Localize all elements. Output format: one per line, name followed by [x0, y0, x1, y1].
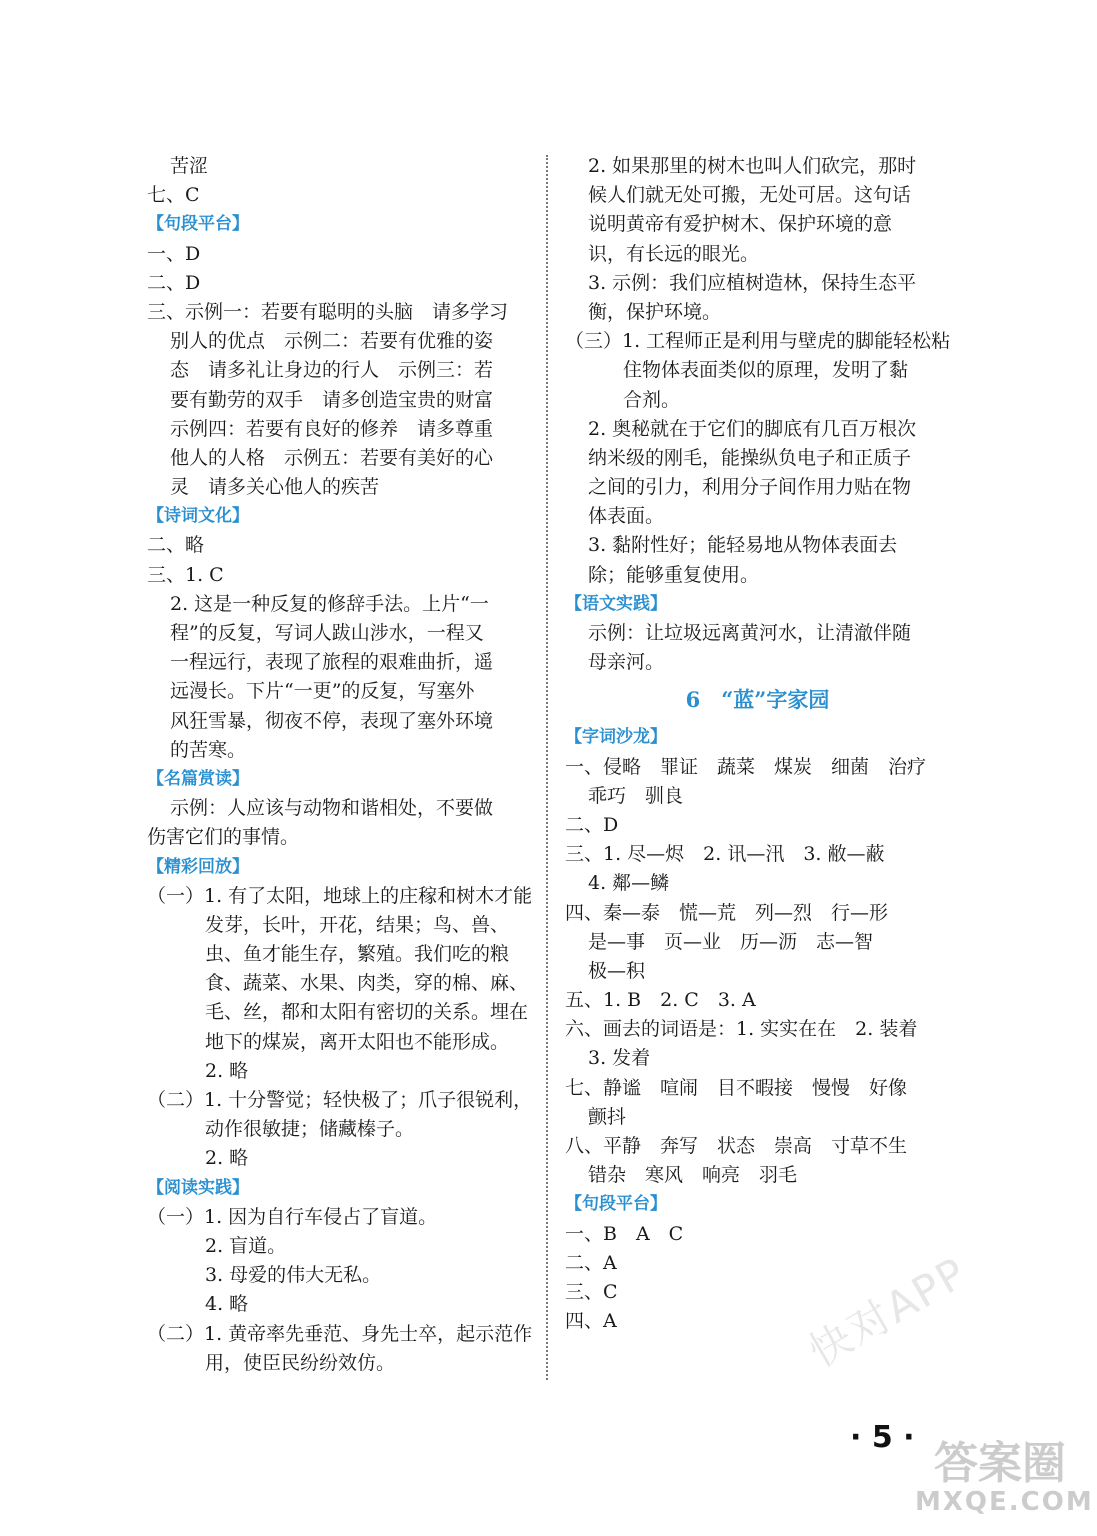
answer-line: （二）1. 十分警觉；轻快极了；爪子很锐利，	[147, 1089, 533, 1111]
answer-line: 六、画去的词语是：1. 实实在在 2. 装着	[565, 1018, 918, 1041]
watermark-site	[915, 1438, 1094, 1518]
section-label: 【诗词文化】	[147, 506, 249, 527]
answer-line: 示例四：若要有良好的修养 请多尊重	[170, 417, 494, 440]
watermark-site-domain: MXQE.COM	[915, 1487, 1094, 1518]
section-label: 【名篇赏读】	[147, 768, 249, 789]
answer-line: （三）1. 工程师正是利用与壁虎的脚能轻松粘	[565, 330, 951, 353]
answer-line: 一程远行，表现了旅程的艰难曲折，遥	[170, 651, 494, 674]
answer-line: 一、D	[147, 242, 201, 265]
section-label: 【字词沙龙】	[565, 727, 667, 748]
answer-line: 苦涩	[170, 155, 209, 177]
answer-line: 四、秦—泰 慌—荒 列—烈 行—形	[565, 901, 889, 924]
column-divider	[546, 155, 548, 1380]
answer-line: 候人们就无处可搬，无处可居。这句话	[588, 184, 912, 207]
page-number: · 5 ·	[850, 1420, 915, 1455]
answer-line: 是—事 页—业 历—沥 志—智	[588, 930, 874, 953]
answer-line: 极—积	[588, 959, 646, 982]
answer-line: 2. 略	[205, 1059, 249, 1082]
answer-line: 乖巧 驯良	[588, 784, 684, 807]
watermark-app: 快对APP	[800, 1247, 976, 1377]
answer-line: 识，有长远的眼光。	[588, 242, 760, 265]
answer-line: 三、1. 尽—烬 2. 讯—汛 3. 敝—蔽	[565, 843, 885, 866]
answer-line: 虫、鱼才能生存，繁殖。我们吃的粮	[205, 943, 510, 966]
answer-line: 2. 盲道。	[205, 1234, 287, 1257]
answer-line: （一）1. 因为自行车侵占了盲道。	[147, 1205, 438, 1228]
answer-line: 衡，保护环境。	[588, 300, 722, 323]
answer-line: 风狂雪暴，彻夜不停，表现了塞外环境	[170, 709, 494, 732]
answer-line: 二、略	[147, 534, 205, 557]
answer-line: 二、D	[147, 271, 201, 294]
answer-line: 合剂。	[623, 388, 681, 411]
answer-line: 地下的煤炭，离开太阳也不能形成。	[205, 1030, 510, 1053]
answer-line: 态 请多礼让身边的行人 示例三：若	[170, 359, 494, 382]
answer-line: 三、1. C	[147, 563, 224, 586]
section-heading: 6 “蓝”字家园	[685, 687, 830, 713]
section-label: 【句段平台】	[565, 1194, 667, 1215]
answer-line: 一、B A C	[565, 1222, 684, 1245]
answer-line: 2. 奥秘就在于它们的脚底有几百万根次	[588, 417, 917, 440]
answer-line: 二、A	[565, 1251, 617, 1274]
answer-line: 2. 如果那里的树木也叫人们砍完，那时	[588, 155, 917, 177]
answer-line: 纳米级的刚毛，能操纵负电子和正质子	[588, 446, 912, 469]
answer-line: 三、C	[565, 1280, 618, 1303]
answer-line: 的苦寒。	[170, 738, 247, 761]
answer-line: 动作很敏捷；储藏榛子。	[205, 1118, 415, 1141]
answer-line: 之间的引力，利用分子间作用力贴在物	[588, 476, 912, 499]
answer-line: 母亲河。	[588, 651, 665, 674]
answer-line: 除；能够重复使用。	[588, 563, 760, 586]
answer-line: （二）1. 黄帝率先垂范、身先士卒，起示范作	[147, 1322, 533, 1345]
answer-line: 用，使臣民纷纷效仿。	[205, 1351, 396, 1374]
left-column	[147, 152, 532, 1378]
answer-line: 七、C	[147, 184, 200, 207]
answer-line: 灵 请多关心他人的疾苦	[170, 476, 380, 499]
answer-line: 二、D	[565, 813, 619, 836]
section-label: 【语文实践】	[565, 593, 667, 614]
answer-line: 住物体表面类似的原理，发明了黏	[623, 359, 909, 382]
watermark-site-cn: 答案圈	[934, 1438, 1066, 1489]
answer-line: 四、A	[565, 1310, 617, 1333]
answer-line: 3. 黏附性好；能轻易地从物体表面去	[588, 534, 898, 557]
section-label: 【句段平台】	[147, 214, 249, 235]
section-label: 【精彩回放】	[147, 856, 249, 877]
answer-line: 4. 略	[205, 1293, 249, 1316]
answer-line: 示例：让垃圾远离黄河水，让清澈伴随	[588, 622, 912, 644]
answer-line: 2. 这是一种反复的修辞手法。上片“一	[170, 592, 489, 615]
answer-line: 远漫长。下片“一更”的反复，写塞外	[170, 680, 475, 703]
answer-line: 毛、丝，都和太阳有密切的关系。埋在	[205, 1001, 529, 1024]
answer-line: 说明黄帝有爱护树木、保护环境的意	[588, 213, 893, 236]
answer-line: 三、示例一：若要有聪明的头脑 请多学习	[147, 300, 509, 323]
answer-line: 程”的反复，写词人跋山涉水，一程又	[170, 622, 484, 644]
answer-line: 发芽，长叶，开花，结果；鸟、兽、	[205, 913, 510, 936]
answer-line: 要有勤劳的双手 请多创造宝贵的财富	[170, 388, 494, 411]
answer-line: 一、侵略 罪证 蔬菜 煤炭 细菌 治疗	[565, 755, 927, 778]
answer-line: 他人的人格 示例五：若要有美好的心	[170, 446, 494, 469]
section-label: 【阅读实践】	[147, 1177, 249, 1198]
answer-line: 五、1. B 2. C 3. A	[565, 989, 756, 1012]
answer-line: 3. 发着	[588, 1047, 651, 1070]
answer-line: 颤抖	[588, 1105, 627, 1128]
answer-line: 错杂 寒风 响亮 羽毛	[588, 1164, 798, 1187]
answer-line: 别人的优点 示例二：若要有优雅的姿	[170, 330, 494, 353]
answer-line: 食、蔬菜、水果、肉类，穿的棉、麻、	[205, 972, 529, 995]
answer-line: 体表面。	[588, 505, 665, 528]
right-column	[565, 152, 950, 1336]
answer-line: 伤害它们的事情。	[147, 826, 300, 849]
answer-line: 示例：人应该与动物和谐相处，不要做	[170, 797, 494, 820]
answer-line: （一）1. 有了太阳，地球上的庄稼和树木才能	[147, 884, 533, 907]
answer-line: 2. 略	[205, 1147, 249, 1170]
answer-line: 七、静谧 喧闹 目不暇接 慢慢 好像	[565, 1076, 908, 1099]
answer-line: 3. 母爱的伟大无私。	[205, 1264, 382, 1287]
answer-line: 3. 示例：我们应植树造林，保持生态平	[588, 271, 917, 294]
answer-line: 4. 鄰—鳞	[588, 872, 670, 895]
answer-line: 八、平静 奔写 状态 崇高 寸草不生	[565, 1135, 908, 1157]
